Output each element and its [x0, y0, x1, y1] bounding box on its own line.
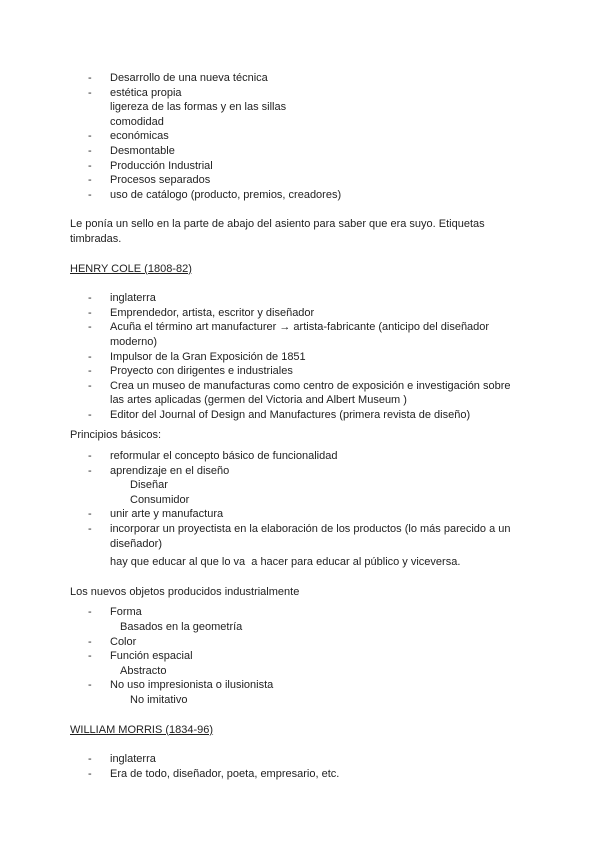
list-item — [70, 364, 526, 379]
list-item-text: económicas — [110, 130, 169, 143]
section-heading: WILLIAM MORRIS (1834-96) — [70, 723, 214, 736]
list-item-text: Forma — [110, 606, 142, 619]
list-item-subline: Consumidor — [130, 493, 190, 506]
list-item-text: Emprendedor, artista, escritor y diseñador — [110, 306, 315, 319]
dash-bullet-icon: - — [88, 379, 92, 392]
list-item-text: unir arte y manufactura — [110, 508, 224, 521]
list-item-text: reformular el concepto básico de funcionalidad — [110, 450, 338, 463]
list-item-text: Producción Industrial — [110, 159, 213, 172]
list-item — [70, 767, 526, 782]
dash-bullet-icon: - — [88, 72, 92, 84]
list-item-subline: comodidad — [110, 115, 164, 128]
list-item — [70, 188, 526, 203]
dash-bullet-icon: - — [88, 635, 92, 648]
dash-bullet-icon: - — [88, 679, 92, 692]
list-item — [70, 71, 526, 86]
list-item-text: Era de todo, diseñador, poeta, empresario, etc. — [110, 767, 340, 780]
dash-bullet-icon: - — [88, 523, 92, 536]
list-item-text: No uso impresionista o ilusionista — [110, 679, 274, 692]
section-heading: HENRY COLE (1808-82) — [70, 262, 192, 275]
paragraph: Principios básicos: — [70, 429, 162, 442]
list-item-text: incorporar un proyectista en la elaboración de los productos (lo más parecido a un diseñador) — [110, 523, 514, 550]
list-item — [70, 173, 526, 188]
list-item-subline: hay que educar al que lo va a hacer para educar al público y viceversa. — [110, 556, 461, 569]
dash-bullet-icon: - — [88, 464, 92, 477]
list-item — [70, 379, 526, 408]
dash-bullet-icon: - — [88, 292, 92, 305]
paragraph: Los nuevos objetos producidos industrialmente — [70, 585, 300, 598]
dash-bullet-icon: - — [88, 650, 92, 663]
list-item-subline: No imitativo — [130, 693, 188, 706]
list-item-text: Impulsor de la Gran Exposición de 1851 — [110, 350, 306, 363]
list-item — [70, 159, 526, 174]
dash-bullet-icon: - — [88, 365, 92, 378]
dash-bullet-icon: - — [88, 174, 92, 187]
list-item-text: Desarrollo de una nueva técnica — [110, 72, 268, 84]
list-item-text: Acuña el término art manufacturer → artista-fabricante (anticipo del diseñador moderno) — [110, 321, 493, 348]
list-item — [70, 350, 526, 365]
dash-bullet-icon: - — [88, 306, 92, 319]
list-item — [70, 522, 526, 570]
paragraph-block — [70, 217, 526, 246]
bullet-list — [70, 71, 526, 202]
list-item-text: uso de catálogo (producto, premios, creadores) — [110, 188, 342, 201]
list-item-text: Desmontable — [110, 144, 175, 157]
dash-bullet-icon: - — [88, 408, 92, 421]
list-item — [70, 408, 526, 423]
list-item — [70, 320, 526, 349]
dash-bullet-icon: - — [88, 86, 92, 99]
heading-block — [70, 723, 526, 738]
list-item — [70, 649, 526, 678]
list-item-subline: Abstracto — [120, 664, 167, 677]
dash-bullet-icon: - — [88, 450, 92, 463]
dash-bullet-icon: - — [88, 144, 92, 157]
list-item — [70, 449, 526, 464]
list-item — [70, 144, 526, 159]
list-item-text: Procesos separados — [110, 174, 211, 187]
bullet-list — [70, 449, 526, 570]
paragraph-block — [70, 585, 526, 600]
list-item — [70, 86, 526, 130]
list-item — [70, 635, 526, 650]
paragraph: Le ponía un sello en la parte de abajo del asiento para saber que era suyo. Etiquetas timbradas. — [70, 218, 488, 245]
list-item-text: estética propia — [110, 86, 182, 99]
dash-bullet-icon: - — [88, 188, 92, 201]
list-item — [70, 507, 526, 522]
list-item-text: Proyecto con dirigentes e industriales — [110, 365, 293, 378]
list-item-text: aprendizaje en el diseño — [110, 464, 230, 477]
list-item — [70, 464, 526, 508]
list-item — [70, 752, 526, 767]
list-item-subline: Basados en la geometría — [120, 621, 243, 633]
dash-bullet-icon: - — [88, 508, 92, 521]
list-item-text: inglaterra — [110, 292, 156, 305]
bullet-list — [70, 291, 526, 422]
list-item — [70, 678, 526, 707]
dash-bullet-icon: - — [88, 321, 92, 334]
list-item — [70, 306, 526, 321]
list-item-text: Editor del Journal of Design and Manufactures (primera revista de diseño) — [110, 408, 471, 421]
list-item-subline: ligereza de las formas y en las sillas — [110, 101, 287, 114]
list-item — [70, 605, 526, 634]
dash-bullet-icon: - — [88, 159, 92, 172]
dash-bullet-icon: - — [88, 606, 92, 619]
list-item — [70, 291, 526, 306]
dash-bullet-icon: - — [88, 767, 92, 780]
dash-bullet-icon: - — [88, 350, 92, 363]
list-item-subline: Diseñar — [130, 479, 168, 492]
paragraph-block — [70, 428, 526, 443]
list-item-text: Crea un museo de manufacturas como centro de exposición e investigación sobre las artes aplicadas (germen del Victoria and Albert Museum ) — [110, 379, 514, 407]
list-item-text: inglaterra — [110, 753, 156, 766]
dash-bullet-icon: - — [88, 753, 92, 766]
list-item — [70, 129, 526, 144]
list-item-text: Función espacial — [110, 650, 193, 663]
bullet-list — [70, 752, 526, 781]
list-item-text: Color — [110, 635, 137, 648]
bullet-list — [70, 605, 526, 707]
heading-block — [70, 262, 526, 277]
dash-bullet-icon: - — [88, 130, 92, 143]
